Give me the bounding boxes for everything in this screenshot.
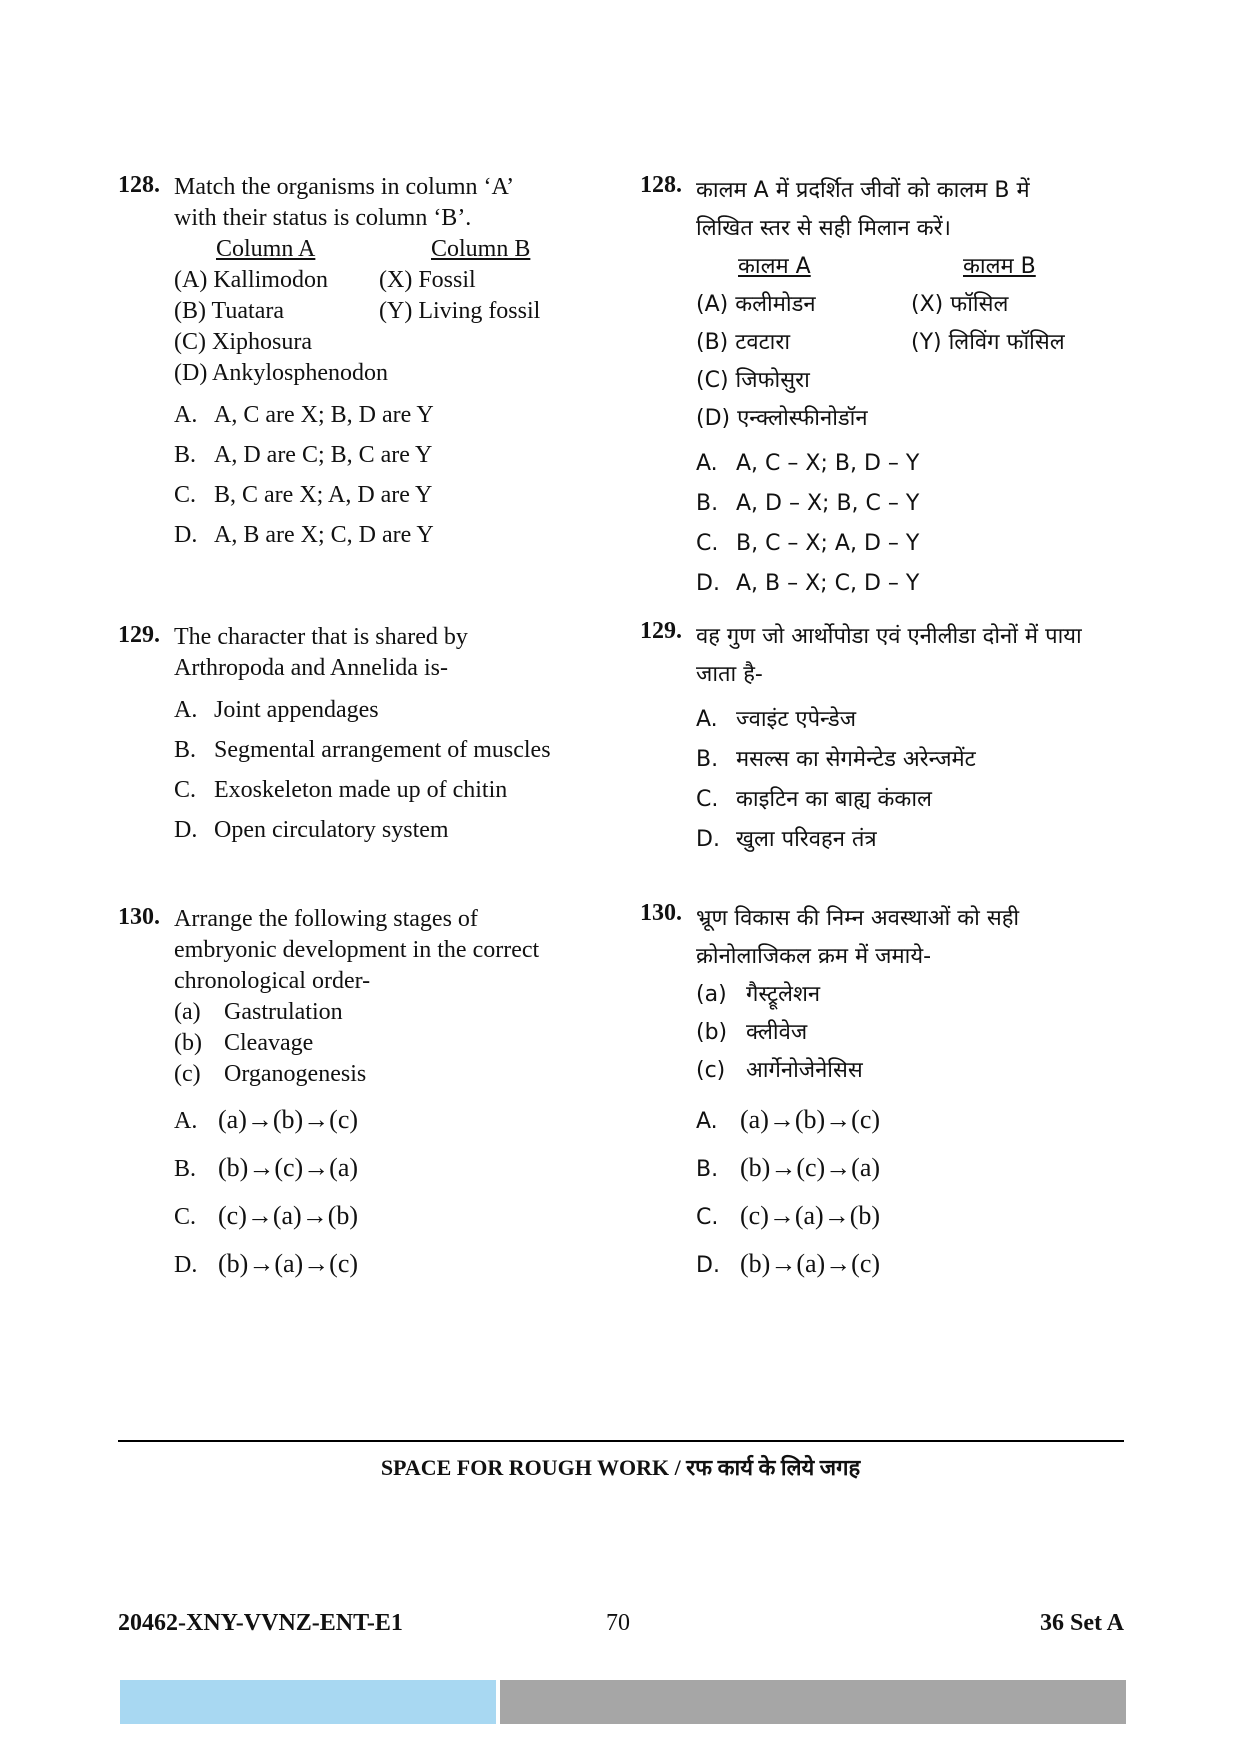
option-label: B. — [174, 442, 197, 468]
option-text: A, D – X; B, C – Y — [736, 491, 920, 516]
option-label: C. — [174, 482, 197, 508]
option-text: (b)→(a)→(c) — [740, 1249, 881, 1278]
answer-option-d[interactable] — [696, 820, 1082, 860]
column-b-header: कालम B — [963, 254, 1036, 279]
option-text: काइटिन का बाह्य कंकाल — [736, 787, 932, 812]
question-stem-line: chronological order- — [174, 968, 371, 994]
answer-option-c[interactable] — [696, 780, 1082, 820]
answer-option-b[interactable] — [174, 1144, 539, 1192]
stage-text: आर्गेनोजेनेसिस — [746, 1058, 863, 1083]
column-b-header: Column B — [431, 236, 531, 262]
question-number: 130. — [640, 900, 682, 926]
answer-option-c[interactable] — [174, 1192, 539, 1240]
answer-option-d[interactable] — [174, 515, 549, 555]
option-text: A, D are C; B, C are Y — [214, 442, 433, 468]
option-label: D. — [696, 571, 720, 596]
answer-option-c[interactable] — [696, 1192, 1019, 1240]
question-number: 128. — [118, 172, 160, 198]
option-label: D. — [696, 827, 720, 852]
answer-option-b[interactable] — [696, 484, 1081, 524]
option-label: B. — [696, 747, 719, 772]
answer-option-c[interactable] — [696, 524, 1081, 564]
column-a-item: (A) Kallimodon — [174, 267, 328, 293]
match-table — [174, 234, 549, 389]
answer-option-a[interactable] — [696, 1096, 1019, 1144]
option-text: B, C are X; A, D are Y — [214, 482, 433, 508]
option-label: A. — [174, 402, 198, 428]
option-label: B. — [696, 491, 719, 516]
question-stem-line: कालम A में प्रदर्शित जीवों को कालम B में — [696, 178, 1030, 203]
stage-label: (b) — [174, 1030, 202, 1056]
option-text: (a)→(b)→(c) — [218, 1105, 359, 1134]
column-a-item: (D) Ankylosphenodon — [174, 360, 388, 386]
question-stem-line: जाता है- — [696, 662, 763, 687]
option-label: D. — [174, 1252, 198, 1278]
option-text: A, C are X; B, D are Y — [214, 402, 434, 428]
answer-option-d[interactable] — [174, 1240, 539, 1288]
answer-option-a[interactable] — [174, 395, 549, 435]
option-label: D. — [696, 1253, 720, 1278]
stage-item — [696, 1052, 1019, 1090]
option-text: (b)→(c)→(a) — [740, 1153, 881, 1182]
stage-item — [174, 1059, 539, 1090]
stage-item — [696, 976, 1019, 1014]
option-label: A. — [174, 1108, 198, 1134]
option-label: A. — [696, 451, 718, 476]
option-label: A. — [696, 1109, 718, 1134]
answer-option-a[interactable] — [696, 700, 1082, 740]
question-stem-line: Arthropoda and Annelida is- — [174, 655, 448, 681]
question-stem-line: Arrange the following stages of — [174, 906, 478, 932]
option-text: (c)→(a)→(b) — [740, 1201, 881, 1230]
answer-option-c[interactable] — [174, 770, 551, 810]
column-a-item: (C) जिफोसुरा — [696, 368, 810, 393]
column-a-item: (A) कलीमोडन — [696, 292, 816, 317]
column-a-item: (C) Xiphosura — [174, 329, 312, 355]
option-label: A. — [696, 707, 718, 732]
answer-option-d[interactable] — [174, 810, 551, 850]
option-text: (b)→(c)→(a) — [218, 1153, 359, 1182]
rough-work-divider — [118, 1440, 1124, 1442]
column-a-item: (B) टवटारा — [696, 330, 791, 355]
answer-option-d[interactable] — [696, 1240, 1019, 1288]
option-label: C. — [174, 777, 197, 803]
stage-item — [696, 1014, 1019, 1052]
option-text: A, C – X; B, D – Y — [736, 451, 920, 476]
answer-option-a[interactable] — [174, 1096, 539, 1144]
column-b-item: (Y) लिविंग फॉसिल — [911, 330, 1065, 355]
column-a-header: Column A — [216, 236, 316, 262]
answer-option-d[interactable] — [696, 564, 1081, 604]
column-a-item: (B) Tuatara — [174, 298, 284, 324]
stage-label: (c) — [174, 1061, 201, 1087]
question-number: 130. — [118, 904, 160, 930]
answer-option-b[interactable] — [174, 730, 551, 770]
option-text: (c)→(a)→(b) — [218, 1201, 359, 1230]
set-label: 36 Set A — [1040, 1610, 1124, 1636]
stage-text: Organogenesis — [224, 1061, 367, 1087]
question-stem-line: The character that is shared by — [174, 624, 468, 650]
option-label: C. — [696, 531, 719, 556]
column-b-item — [911, 400, 1081, 438]
question-stem-line: वह गुण जो आर्थोपोडा एवं एनीलीडा दोनों में पाया — [696, 624, 1082, 649]
footer-gray-bar — [500, 1680, 1126, 1724]
stage-text: Gastrulation — [224, 999, 343, 1025]
stage-label: (b) — [696, 1020, 728, 1045]
answer-option-b[interactable] — [696, 1144, 1019, 1192]
stage-text: गैस्ट्रूलेशन — [746, 982, 821, 1007]
question-stem-line: लिखित स्तर से सही मिलान करें। — [696, 216, 951, 241]
column-b-item — [911, 362, 1081, 400]
question-number: 129. — [640, 618, 682, 644]
option-label: C. — [174, 1204, 197, 1230]
option-label: C. — [696, 1205, 719, 1230]
answer-option-c[interactable] — [174, 475, 549, 515]
stage-item — [174, 1028, 539, 1059]
column-a-item: (D) एन्क्लोस्फीनोडॉन — [696, 406, 868, 431]
option-text: (b)→(a)→(c) — [218, 1249, 359, 1278]
answer-option-b[interactable] — [174, 435, 549, 475]
option-text: B, C – X; A, D – Y — [736, 531, 920, 556]
paper-code: 20462-XNY-VVNZ-ENT-E1 — [118, 1610, 403, 1636]
stage-label: (c) — [696, 1058, 726, 1083]
page-number: 70 — [606, 1610, 630, 1636]
column-b-item: (X) फॉसिल — [911, 292, 1009, 317]
question-number: 129. — [118, 622, 160, 648]
answer-option-a[interactable] — [174, 690, 551, 730]
stage-label: (a) — [174, 999, 201, 1025]
option-label: D. — [174, 522, 198, 548]
option-label: B. — [696, 1157, 719, 1182]
answer-option-a[interactable] — [696, 444, 1081, 484]
column-b-item — [379, 327, 549, 358]
option-label: B. — [174, 1156, 197, 1182]
question-stem-line: with their status is column ‘B’. — [174, 205, 472, 231]
option-label: D. — [174, 817, 198, 843]
answer-option-b[interactable] — [696, 740, 1082, 780]
question-number: 128. — [640, 172, 682, 198]
option-label: B. — [174, 737, 197, 763]
option-text: Joint appendages — [214, 697, 379, 723]
question-stem-line: Match the organisms in column ‘A’ — [174, 174, 515, 200]
stage-text: क्लीवेज — [746, 1020, 808, 1045]
option-text: खुला परिवहन तंत्र — [736, 827, 877, 852]
option-text: (a)→(b)→(c) — [740, 1105, 881, 1134]
footer-blue-bar — [120, 1680, 496, 1724]
option-label: C. — [696, 787, 719, 812]
column-a-header: कालम A — [738, 254, 811, 279]
option-label: A. — [174, 697, 198, 723]
stage-item — [174, 997, 539, 1028]
stage-text: Cleavage — [224, 1030, 314, 1056]
column-b-item: (X) Fossil — [379, 267, 476, 293]
option-text: A, B are X; C, D are Y — [214, 522, 434, 548]
option-text: A, B – X; C, D – Y — [736, 571, 920, 596]
option-text: ज्वाइंट एपेन्डेज — [736, 707, 857, 732]
column-b-item — [379, 358, 549, 389]
option-text: मसल्स का सेगमेन्टेड अरेन्जमेंट — [736, 747, 976, 772]
match-table — [696, 248, 1081, 438]
option-text: Exoskeleton made up of chitin — [214, 777, 508, 803]
column-b-item: (Y) Living fossil — [379, 298, 541, 324]
question-stem-line: क्रोनोलाजिकल क्रम में जमाये- — [696, 944, 932, 969]
option-text: Segmental arrangement of muscles — [214, 737, 551, 763]
question-stem-line: embryonic development in the correct — [174, 937, 540, 963]
rough-work-label: SPACE FOR ROUGH WORK / रफ कार्य के लिये जगह — [380, 1455, 861, 1480]
option-text: Open circulatory system — [214, 817, 449, 843]
stage-label: (a) — [696, 982, 727, 1007]
question-stem-line: भ्रूण विकास की निम्न अवस्थाओं को सही — [696, 906, 1020, 931]
